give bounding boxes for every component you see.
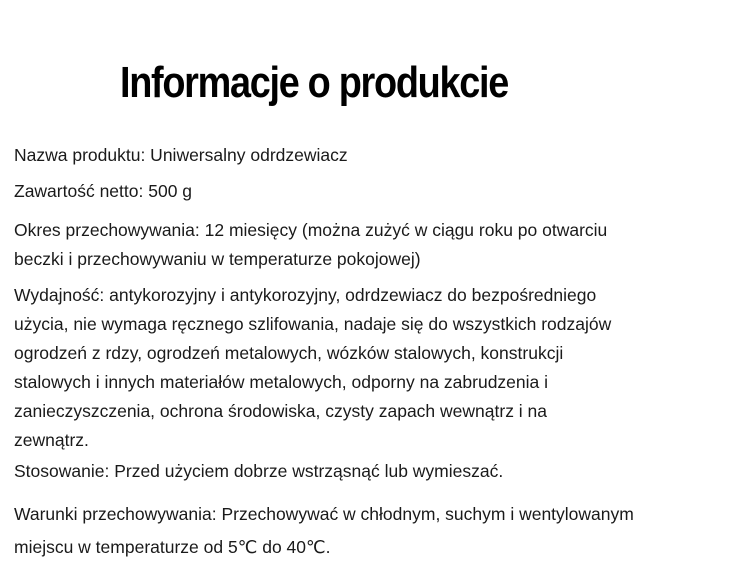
product-name-text: Nazwa produktu: Uniwersalny odrdzewiacz — [14, 145, 348, 165]
shelf-life-line: Okres przechowywania: 12 miesięcy (można zużyć w ciągu roku po otwarciu — [14, 220, 608, 240]
storage-conditions-line: Warunki przechowywania: Przechowywać w chłodnym, suchym i wentylowanym — [14, 504, 634, 524]
efficiency-paragraph — [14, 281, 734, 455]
net-content-text: Zawartość netto: 500 g — [14, 181, 193, 201]
efficiency-line: użycia, nie wymaga ręcznego szlifowania, nadaje się do wszystkich rodzajów — [14, 314, 612, 334]
efficiency-line: stalowych i innych materiałów metalowych, odporny na zabrudzenia i — [14, 372, 549, 392]
storage-conditions-paragraph — [14, 498, 734, 564]
efficiency-line: Wydajność: antykorozyjny i antykorozyjny, odrdzewiacz do bezpośredniego — [14, 285, 597, 305]
usage-text: Stosowanie: Przed użyciem dobrze wstrząsnąć lub wymieszać. — [14, 461, 504, 481]
shelf-life-line: beczki i przechowywaniu w temperaturze pokojowej) — [14, 249, 421, 269]
page-title: Informacje o produkcie — [120, 58, 508, 107]
shelf-life-paragraph — [14, 216, 734, 274]
efficiency-line: zanieczyszczenia, ochrona środowiska, czysty zapach wewnątrz i na — [14, 401, 548, 421]
storage-conditions-line: miejscu w temperaturze od 5℃ do 40℃. — [14, 537, 331, 557]
efficiency-line: zewnątrz. — [14, 430, 89, 450]
efficiency-line: ogrodzeń z rdzy, ogrodzeń metalowych, wózków stalowych, konstrukcji — [14, 343, 564, 363]
